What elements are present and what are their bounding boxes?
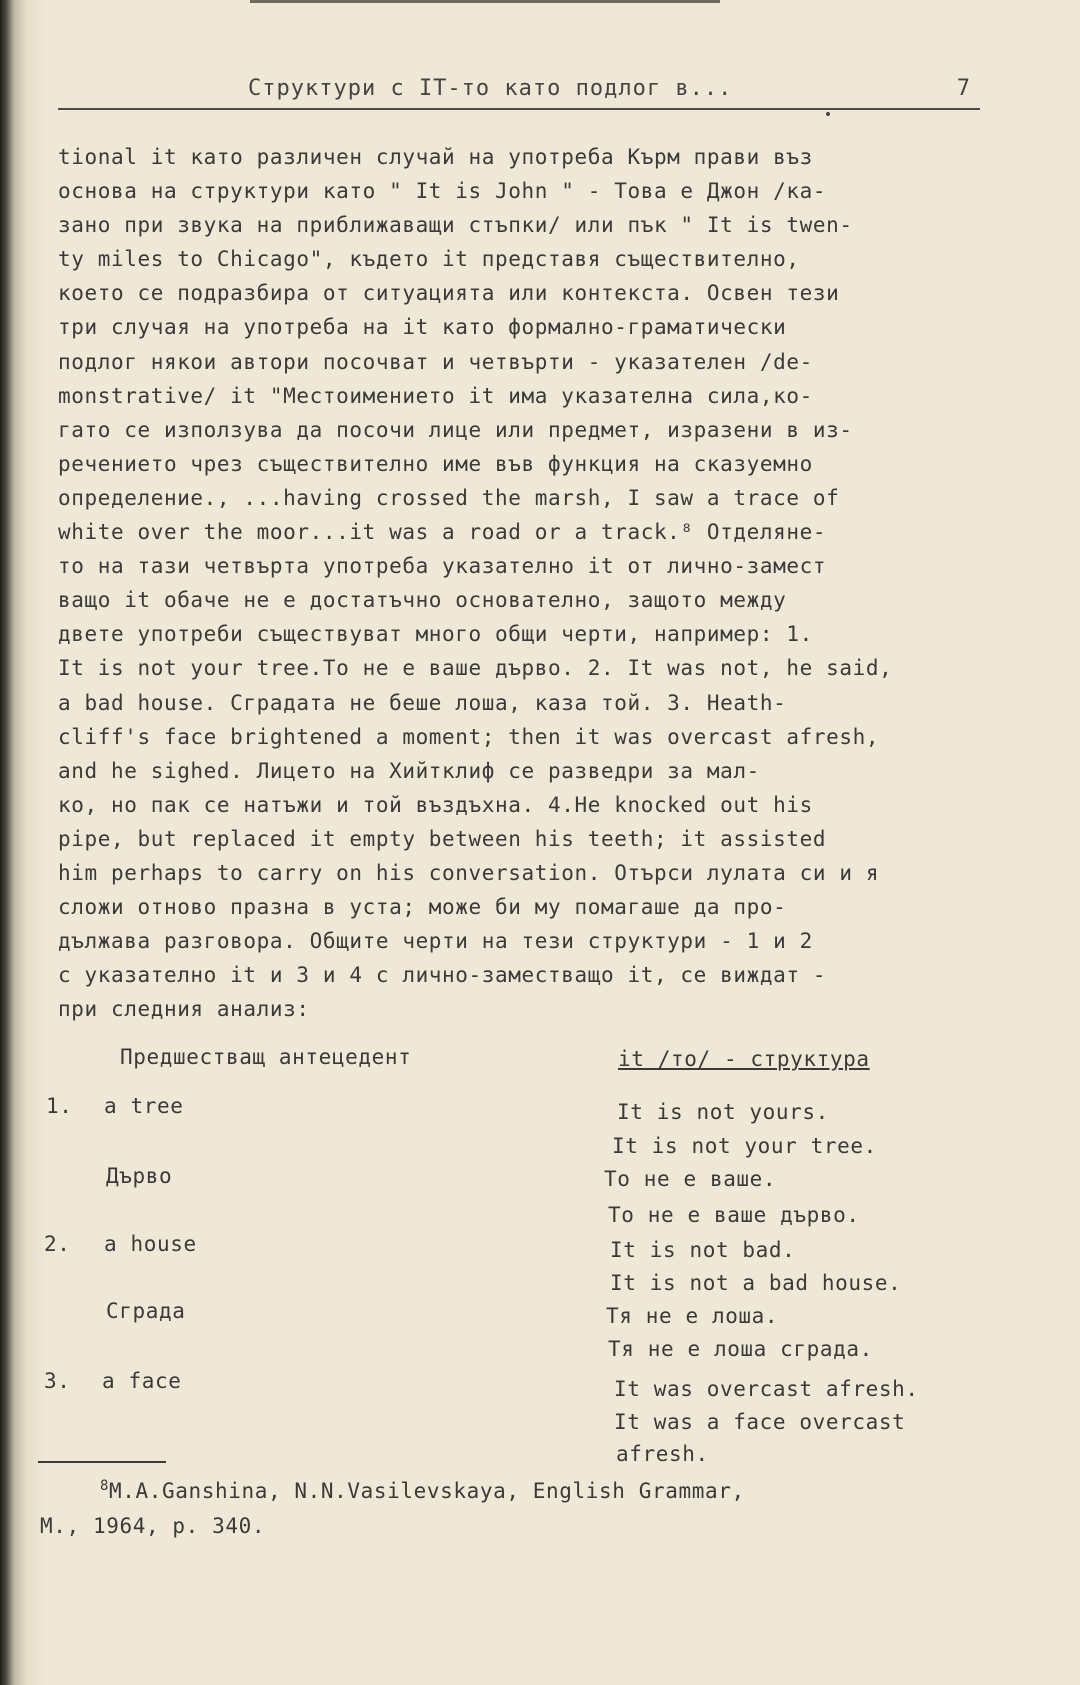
paragraph-line: речението чрез съществително име във функция на сказуемно [58, 451, 813, 476]
paragraph-line: ко, но пак се натъжи и той въздъхна. 4.He knocked out his [58, 792, 813, 817]
antecedent-translation: Сграда [106, 1299, 186, 1323]
paragraph-line: двете употреби съществуват много общи черти, например: 1. [58, 622, 813, 647]
paragraph-line: при следния анализ: [58, 997, 310, 1022]
paragraph-line: дължава разговора. Общите черти на тези структури - 1 и 2 [58, 929, 813, 954]
footnote-line-1 [100, 1478, 745, 1503]
page-number: 7 [956, 76, 970, 101]
paragraph-line: white over the moor...it was a road or a track.⁸ Отделяне- [58, 520, 827, 545]
paragraph-line: ващо it обаче не е достатъчно основателно, защото между [58, 588, 787, 613]
paragraph-line: a bad house. Сградата не беше лоша, каза той. 3. Heath- [58, 690, 787, 715]
structure-line: Тя не е лоша сграда. [608, 1337, 873, 1361]
item-number: 2. [44, 1232, 71, 1256]
paragraph-line: подлог някои автори посочват и четвърти - указателен /de- [58, 349, 813, 374]
structure-line: It is not your tree. [612, 1134, 877, 1158]
structure-line: It was a face overcast [614, 1410, 906, 1434]
running-header [58, 74, 980, 110]
paragraph-line: сложи отново празна в уста; може би му помагаше да про- [58, 895, 787, 920]
antecedent: a tree [104, 1094, 184, 1118]
structure-line: It is not a bad house. [610, 1271, 902, 1295]
paragraph-line: tional it като различен случай на употреба Кърм прави въз [58, 145, 813, 169]
paragraph-line: monstrative/ it "Местоимението it има указателна сила,ко- [58, 383, 813, 408]
print-speck [826, 112, 830, 116]
main-paragraph [58, 140, 1018, 1026]
paragraph-line: основа на структури като " It is John " - Това е Джон /ка- [58, 179, 827, 204]
paragraph-line: то на тази четвърта употреба указателно it от лично-замест [58, 554, 827, 579]
paragraph-line: ty miles to Chicago", където it представя съществително, [58, 247, 800, 272]
left-column-header: Предшестващ антецедент [120, 1045, 412, 1069]
antecedent-translation: Дърво [106, 1164, 173, 1188]
footnote-line-2: M., 1964, p. 340. [40, 1514, 266, 1538]
paragraph-line: гато се използува да посочи лице или предмет, изразени в из- [58, 417, 853, 442]
structure-line: То не е ваше дърво. [608, 1203, 860, 1227]
item-number: 3. [44, 1369, 71, 1393]
paragraph-line: което се подразбира от ситуацията или контекста. Освен тези [58, 281, 840, 306]
structure-line: afresh. [616, 1442, 709, 1466]
paragraph-line: зано при звука на приближаващи стъпки/ или пък " It is twen- [58, 213, 853, 238]
running-title: Структури с IT-то като подлог в... [248, 76, 733, 101]
paragraph-line: с указателно it и 3 и 4 с лично-заместващо it, се виждат - [58, 963, 827, 988]
antecedent: a house [104, 1232, 197, 1256]
paragraph-line: It is not your tree.То не е ваше дърво. 2. It was not, he said, [58, 656, 893, 681]
paragraph-line: определение., ...having crossed the marsh, I saw a trace of [58, 485, 840, 510]
top-edge-shadow [250, 0, 720, 3]
right-column-header: it /то/ - структура [618, 1047, 870, 1071]
structure-line: It was overcast afresh. [614, 1377, 919, 1401]
paragraph-line: pipe, but replaced it empty between his teeth; it assisted [58, 826, 827, 851]
structure-line: То не е ваше. [604, 1167, 777, 1191]
structure-line: Тя не е лоша. [606, 1304, 779, 1328]
structure-line: It is not bad. [610, 1238, 796, 1262]
antecedent: a face [102, 1369, 182, 1393]
structure-line: It is not yours. [617, 1100, 829, 1124]
paragraph-line: cliff's face brightened a moment; then it was overcast afresh, [58, 724, 880, 749]
footnote-mark: 8 [100, 1478, 110, 1494]
footnote-citation: M.A.Ganshina, N.N.Vasilevskaya, English Grammar, [109, 1479, 745, 1503]
paragraph-line: and he sighed. Лицето на Хийтклиф се разведри за мал- [58, 758, 760, 783]
paragraph-line: him perhaps to carry on his conversation. Отърси лулата си и я [58, 860, 880, 885]
item-number: 1. [46, 1094, 73, 1118]
paragraph-line: три случая на употреба на it като формално-граматически [58, 315, 787, 340]
footnote-rule [38, 1461, 166, 1463]
